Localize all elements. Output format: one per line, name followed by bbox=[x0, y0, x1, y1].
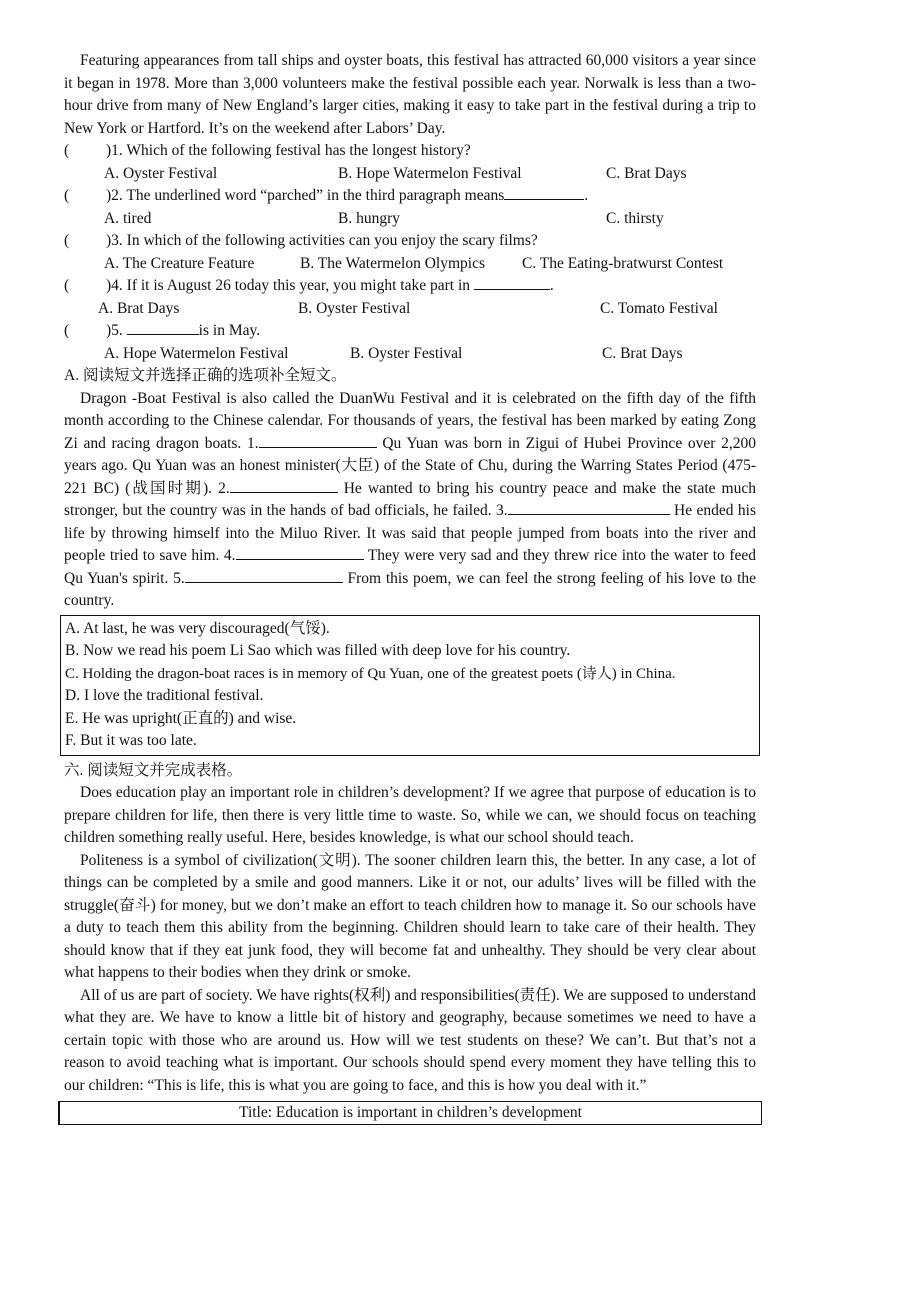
question-text-before: )5. bbox=[106, 322, 123, 339]
question-text-before: )4. If it is August 26 today this year, you might take part in bbox=[106, 277, 471, 294]
passage-part-6: From this poem, we can feel the strong feeling of his love to the country. bbox=[64, 569, 757, 609]
education-paragraph-3: All of us are part of society. We have rights(权利) and responsibilities(责任). We are supposed to understand what they are. We have to know a little bit of history and geography, because sometimes we need to have a certain topic with those who are around us. How will we test students on these? We can’t. But that’s not a reason to avoid teaching what is important. Our schools should spend every moment they have telling this to our children: “This is life, this is what you are going to face, and this is how you deal with it.” bbox=[64, 986, 756, 1094]
question-text-after: is in May. bbox=[198, 322, 261, 339]
option-a: A. Oyster Festival bbox=[104, 164, 218, 182]
option-item: C. Holding the dragon-boat races is in memory of Qu Yuan, one of the greatest poets (诗人) in China. bbox=[65, 665, 676, 682]
answer-blank[interactable] bbox=[127, 320, 199, 335]
question-1 bbox=[64, 140, 756, 163]
option-b: B. hungry bbox=[338, 209, 400, 227]
answer-blank-4[interactable] bbox=[236, 545, 364, 560]
question-text bbox=[106, 320, 756, 343]
option-c: C. The Eating-bratwurst Contest bbox=[522, 254, 724, 272]
passage-part-4: He ended his life by throwing himself into the Miluo River. It was said that people jumped from boats into the river and people tried to save him. 4. bbox=[64, 502, 757, 564]
education-paragraph-2: Politeness is a symbol of civilization(文明). The sooner children learn this, the better. In any case, a lot of things can be completed by a smile and good manners. Like it or not, our adults’ lives will be filled with the struggle(奋斗) for money, but we don’t make an effort to teach children how to manage it. So our schools have a duty to teach them this ability from the beginning. Children should learn to take care of their health. They should know that if they eat junk food, they will become fat and unhealthy. They should be very clear about what happens to their bodies when they drink or smoke. bbox=[64, 851, 756, 981]
worksheet-content bbox=[64, 50, 756, 1125]
passage-blank-5-number: 5. bbox=[173, 569, 185, 587]
section-a-heading: A. 阅读短文并选择正确的选项补全短文。 bbox=[64, 367, 347, 384]
answer-blank-2[interactable] bbox=[230, 478, 338, 493]
answer-blank-1[interactable] bbox=[259, 433, 377, 448]
question-text bbox=[106, 185, 756, 208]
option-a: A. Brat Days bbox=[98, 299, 180, 317]
answer-blank-3[interactable] bbox=[508, 500, 670, 515]
option-b: B. Oyster Festival bbox=[298, 299, 411, 317]
answer-blank[interactable] bbox=[504, 185, 584, 200]
passage-part-5: They were very sad and they threw rice into the water to feed Qu Yuan's spirit. bbox=[64, 547, 756, 587]
question-3-options bbox=[64, 253, 756, 276]
passage-part-2: Qu Yuan was born in Zigui of Hubei Province over 2,200 years ago. Qu Yuan was an honest minister(大臣) of the State of Chu, during the Warring States Period (475-221 BC) (战国时期). 2. bbox=[64, 434, 757, 497]
option-c: C. Brat Days bbox=[606, 164, 687, 182]
option-b: B. The Watermelon Olympics bbox=[300, 254, 486, 272]
option-a: A. The Creature Feature bbox=[104, 254, 255, 272]
answer-paren[interactable]: ( bbox=[64, 232, 70, 249]
option-a: A. Hope Watermelon Festival bbox=[104, 344, 289, 362]
answer-blank[interactable] bbox=[474, 275, 550, 290]
passage-part-1: Dragon -Boat Festival is also called the DuanWu Festival and it is celebrated on the fifth day of the fifth month according to the Chinese calendar. For thousands of years, the festival has been marked by eating Zong Zi and racing dragon boats. 1. bbox=[64, 389, 756, 452]
option-b: B. Hope Watermelon Festival bbox=[338, 164, 522, 182]
answer-paren[interactable]: ( bbox=[64, 322, 70, 339]
question-text bbox=[106, 275, 756, 298]
answer-paren[interactable]: ( bbox=[64, 187, 70, 204]
option-c: C. thirsty bbox=[606, 209, 664, 227]
question-5-options bbox=[64, 343, 756, 366]
dragon-boat-passage bbox=[64, 388, 756, 613]
question-text: )1. Which of the following festival has the longest history? bbox=[106, 142, 471, 159]
option-c: C. Brat Days bbox=[602, 344, 683, 362]
table-title-box bbox=[58, 1101, 762, 1125]
question-2-options bbox=[64, 208, 756, 231]
question-text-after: . bbox=[549, 277, 554, 294]
education-paragraph-1: Does education play an important role in children’s development? If we agree that purpose of education is to prepare children for life, then there is very little time to waste. So, while we can, we should focus on teaching children something really useful. Here, besides knowledge, is what our school should teach. bbox=[64, 784, 756, 846]
option-a: A. tired bbox=[104, 209, 152, 227]
question-4 bbox=[64, 275, 756, 298]
question-5 bbox=[64, 320, 756, 343]
answer-paren[interactable]: ( bbox=[64, 277, 70, 294]
table-title: Title: Education is important in children’s development bbox=[239, 1104, 582, 1121]
passage-part-3: He wanted to bring his country peace and make the state much stronger, but the country was in the hands of bad officials, he failed. 3. bbox=[64, 479, 756, 519]
question-4-options bbox=[64, 298, 756, 321]
question-1-options bbox=[64, 163, 756, 186]
option-item: D. I love the traditional festival. bbox=[65, 687, 264, 704]
options-box bbox=[60, 615, 760, 756]
answer-blank-5[interactable] bbox=[185, 568, 343, 583]
option-b: B. Oyster Festival bbox=[350, 344, 463, 362]
option-item: E. He was upright(正直的) and wise. bbox=[65, 709, 297, 727]
option-item: B. Now we read his poem Li Sao which was filled with deep love for his country. bbox=[65, 642, 571, 659]
answer-paren[interactable]: ( bbox=[64, 142, 70, 159]
option-c: C. Tomato Festival bbox=[600, 299, 718, 317]
question-text-after: . bbox=[584, 187, 589, 204]
question-2 bbox=[64, 185, 756, 208]
question-text: )3. In which of the following activities can you enjoy the scary films? bbox=[106, 232, 538, 249]
festival-passage-paragraph: Featuring appearances from tall ships and oyster boats, this festival has attracted 60,000 visitors a year since it began in 1978. More than 3,000 volunteers make the festival possible each year. Norwalk is less than a two-hour drive from many of New England’s larger cities, making it easy to take part in the festival during a trip to New York or Hartford. It’s on the weekend after Labors’ Day. bbox=[64, 52, 756, 137]
question-3 bbox=[64, 230, 756, 253]
question-text-before: )2. The underlined word “parched” in the third paragraph means bbox=[106, 187, 505, 204]
option-item: A. At last, he was very discouraged(气馁). bbox=[65, 619, 330, 637]
option-item: F. But it was too late. bbox=[65, 732, 197, 749]
section-six-heading: 六. 阅读短文并完成表格。 bbox=[64, 761, 243, 779]
